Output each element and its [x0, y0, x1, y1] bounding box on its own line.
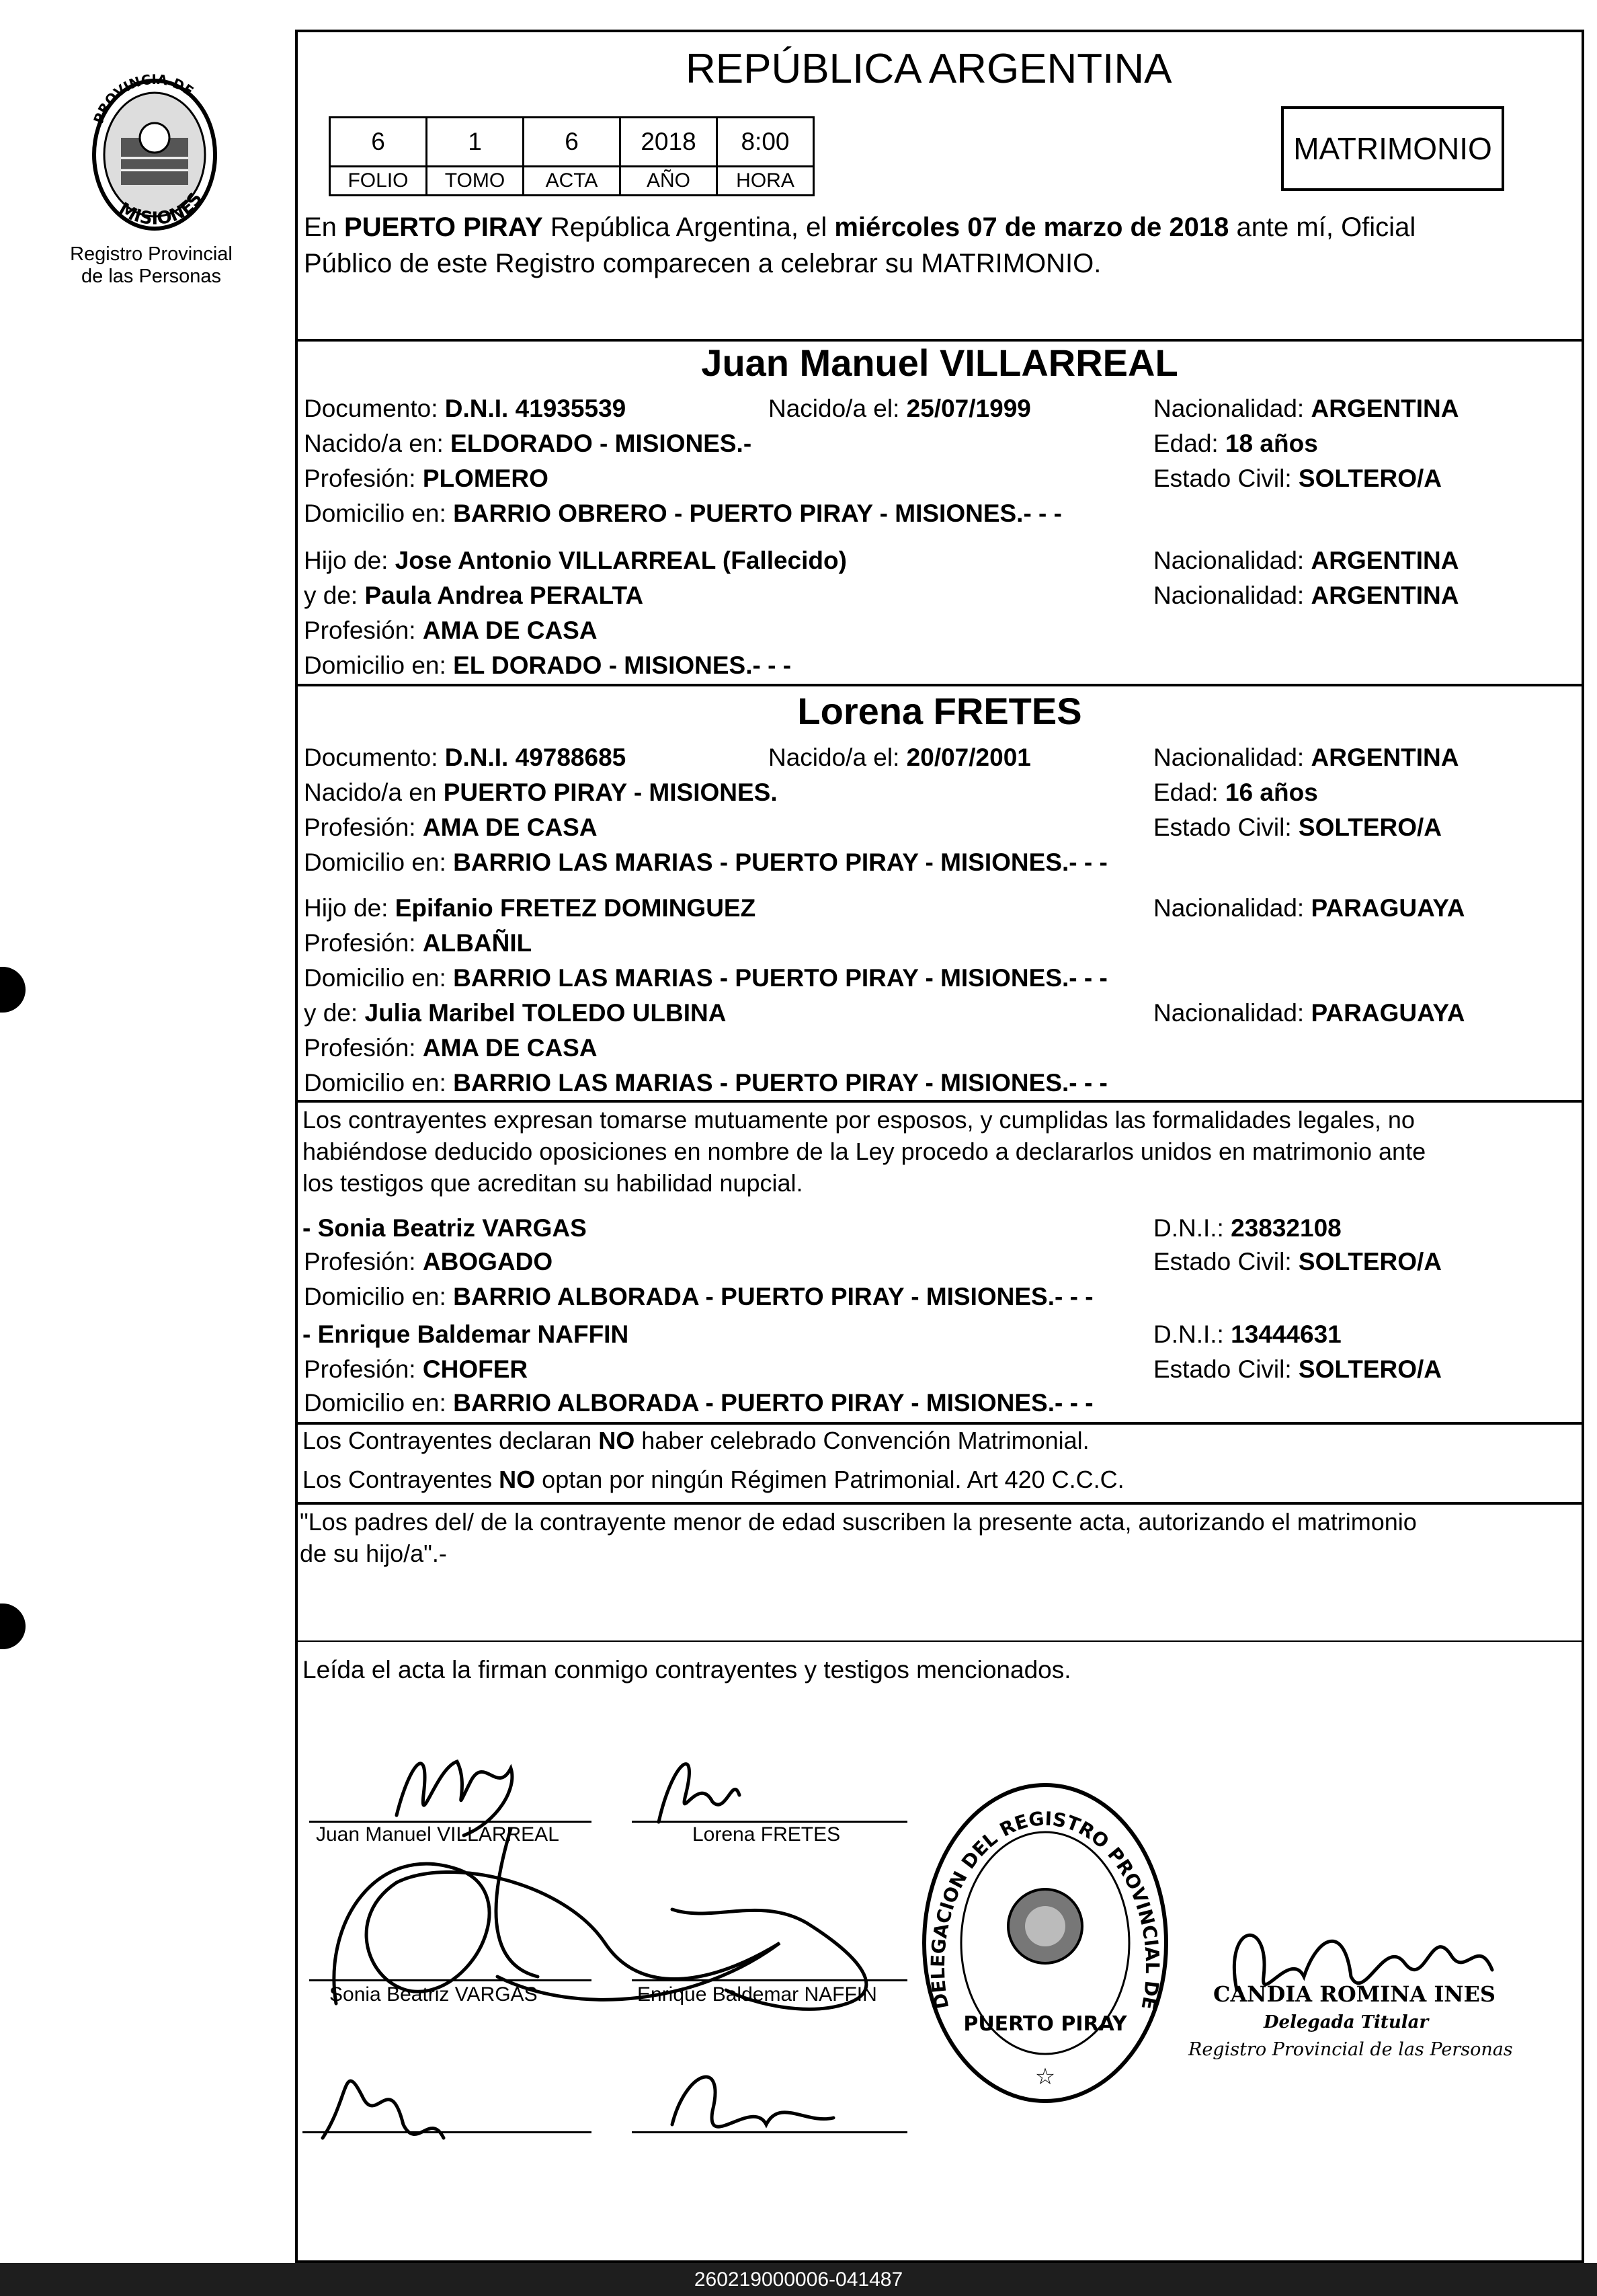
- intro-text: República Argentina, el: [542, 212, 835, 242]
- witness-1-dni: [1153, 1216, 1342, 1240]
- value: PLOMERO: [422, 465, 548, 492]
- witness-1-signature-label: Sonia Beatriz VARGAS: [329, 1983, 538, 2006]
- declaration-line-3: los testigos que acreditan su habilidad nupcial.: [302, 1169, 803, 1197]
- groom-parent-profession: [304, 618, 598, 643]
- bride-father-nationality: [1153, 896, 1465, 920]
- label: Nacionalidad:: [1153, 395, 1305, 422]
- label: Hijo de:: [304, 547, 388, 574]
- divider: [295, 1502, 1584, 1505]
- country-title: REPÚBLICA ARGENTINA: [686, 46, 1172, 92]
- witness-2-dni: [1153, 1322, 1342, 1347]
- label: Estado Civil:: [1153, 814, 1292, 841]
- value: 16 años: [1225, 779, 1318, 806]
- groom-address: [304, 501, 1062, 526]
- text-bold: NO: [598, 1427, 635, 1454]
- value: Paula Andrea PERALTA: [364, 582, 644, 609]
- bride-age: [1153, 780, 1318, 805]
- value: AMA DE CASA: [422, 617, 598, 644]
- value: PUERTO PIRAY - MISIONES.: [443, 779, 778, 806]
- value: ARGENTINA: [1311, 744, 1459, 771]
- groom-profession: [304, 466, 548, 491]
- bride-mother: [304, 1000, 726, 1025]
- groom-name: Juan Manuel VILLARREAL: [701, 342, 1178, 384]
- act-type-box: MATRIMONIO: [1281, 106, 1504, 191]
- value: PARAGUAYA: [1311, 999, 1465, 1027]
- official-seal: [911, 1775, 1180, 2111]
- hour-label: HORA: [717, 167, 814, 196]
- label: Nacionalidad:: [1153, 894, 1305, 922]
- bride-mother-profession: [304, 1035, 598, 1060]
- closing-statement: Leída el acta la firman conmigo contrayentes y testigos mencionados.: [302, 1656, 1071, 1684]
- province-logo: [74, 64, 235, 239]
- value: ARGENTINA: [1311, 395, 1459, 422]
- label: Domicilio en:: [304, 651, 446, 679]
- value: 18 años: [1225, 430, 1318, 457]
- divider: [295, 1100, 1584, 1103]
- folio-value: 6: [330, 118, 427, 167]
- acta-value: 6: [524, 118, 620, 167]
- witness-2-address: [304, 1390, 1094, 1415]
- label: Nacido/a en:: [304, 430, 444, 457]
- witness-1-civil-status: [1153, 1249, 1442, 1274]
- text-bold: NO: [499, 1466, 536, 1493]
- official-organization: Registro Provincial de las Personas: [1188, 2039, 1513, 2060]
- label: Nacido/a el:: [768, 395, 900, 422]
- label: Domicilio en:: [304, 1389, 446, 1417]
- logo-text-bottom: MISIONES: [115, 189, 207, 229]
- label: D.N.I.:: [1153, 1214, 1224, 1242]
- official-title: Delegada Titular: [1264, 2012, 1429, 2032]
- label: Edad:: [1153, 779, 1219, 806]
- official-name: CANDIA ROMINA INES: [1213, 1981, 1496, 2007]
- hour-value: 8:00: [717, 118, 814, 167]
- registry-name: [40, 243, 262, 288]
- label: Nacionalidad:: [1153, 582, 1305, 609]
- bride-name: Lorena FRETES: [797, 690, 1082, 732]
- intro-line-2: Público de este Registro comparecen a celebrar su MATRIMONIO.: [304, 249, 1102, 278]
- bride-nationality: [1153, 745, 1459, 770]
- text: Los Contrayentes declaran: [302, 1427, 599, 1454]
- witness-1-profession: [304, 1249, 552, 1274]
- label: Nacido/a el:: [768, 744, 900, 771]
- bride-father: [304, 896, 755, 920]
- witness-1-signature-icon: [334, 1829, 780, 2004]
- value: Epifanio FRETEZ DOMINGUEZ: [395, 894, 756, 922]
- value: ARGENTINA: [1311, 547, 1459, 574]
- value: 20/07/2001: [906, 744, 1031, 771]
- value: BARRIO LAS MARIAS - PUERTO PIRAY - MISIONES.- - -: [453, 964, 1108, 992]
- record-number-table: [329, 116, 815, 196]
- registry-line-1: Registro Provincial: [70, 243, 233, 265]
- value: AMA DE CASA: [422, 814, 598, 841]
- document-barcode-number: 260219000006-041487: [0, 2263, 1597, 2296]
- divider: [295, 1640, 1584, 1642]
- value: BARRIO ALBORADA - PUERTO PIRAY - MISIONES.- - -: [453, 1283, 1094, 1310]
- value: D.N.I. 41935539: [444, 395, 626, 422]
- seal-ring-text: DELEGACION DEL REGISTRO PROVINCIAL DE: [926, 1807, 1164, 2012]
- bride-signature-label: Lorena FRETES: [692, 1823, 841, 1846]
- label: Domicilio en:: [304, 1069, 446, 1097]
- label: Profesión:: [304, 814, 416, 841]
- declaration-line-1: Los contrayentes expresan tomarse mutuamente por esposos, y cumplidas las formalidades legales, no: [302, 1106, 1415, 1134]
- label: Nacionalidad:: [1153, 547, 1305, 574]
- witness-2-profession: [304, 1357, 528, 1382]
- bride-birthplace: [304, 780, 778, 805]
- label: Profesión:: [304, 465, 416, 492]
- value: AMA DE CASA: [422, 1034, 598, 1062]
- witness-2-signature-icon: [672, 1909, 866, 2009]
- label: Estado Civil:: [1153, 1355, 1292, 1383]
- label: Domicilio en:: [304, 500, 446, 527]
- value: ALBAÑIL: [422, 929, 532, 957]
- convention-line-2: [302, 1468, 1124, 1492]
- value: EL DORADO - MISIONES.- - -: [453, 651, 792, 679]
- groom-nationality: [1153, 396, 1459, 421]
- label: Nacido/a en: [304, 779, 437, 806]
- bride-doc: [304, 745, 626, 770]
- value: SOLTERO/A: [1298, 1248, 1442, 1275]
- label: D.N.I.:: [1153, 1320, 1224, 1348]
- logo-text-top: PROVINCIA DE: [90, 71, 197, 126]
- bride-mother-address: [304, 1070, 1108, 1095]
- bride-civil-status: [1153, 815, 1442, 840]
- witness-scrawl-icon: [672, 2077, 833, 2127]
- divider: [295, 684, 1584, 686]
- text: optan por ningún Régimen Patrimonial. Art 420 C.C.C.: [535, 1466, 1124, 1493]
- value: SOLTERO/A: [1298, 814, 1442, 841]
- label: Domicilio en:: [304, 848, 446, 876]
- label: Edad:: [1153, 430, 1219, 457]
- witness-2-civil-status: [1153, 1357, 1442, 1382]
- bride-father-profession: [304, 931, 532, 955]
- value: ELDORADO - MISIONES.-: [450, 430, 752, 457]
- label: Nacionalidad:: [1153, 999, 1305, 1027]
- value: BARRIO OBRERO - PUERTO PIRAY - MISIONES.- - -: [453, 500, 1062, 527]
- divider: [295, 1422, 1584, 1425]
- groom-mother-nationality: [1153, 583, 1459, 608]
- groom-parent-address: [304, 653, 791, 678]
- groom-born: [768, 396, 1031, 421]
- witness-2-signature-label: Enrique Baldemar NAFFIN: [637, 1983, 877, 2006]
- label: Estado Civil:: [1153, 1248, 1292, 1275]
- value: ARGENTINA: [1311, 582, 1459, 609]
- label: Profesión:: [304, 1034, 416, 1062]
- minor-clause-line-2: de su hijo/a".-: [300, 1540, 447, 1567]
- acta-label: ACTA: [524, 167, 620, 196]
- groom-father-nationality: [1153, 548, 1459, 573]
- value: BARRIO LAS MARIAS - PUERTO PIRAY - MISIONES.- - -: [453, 848, 1108, 876]
- label: Hijo de:: [304, 894, 388, 922]
- groom-father: [304, 548, 847, 573]
- label: Domicilio en:: [304, 1283, 446, 1310]
- value: D.N.I. 49788685: [444, 744, 626, 771]
- witness-1-name: - Sonia Beatriz VARGAS: [302, 1214, 587, 1242]
- groom-signature-icon: [397, 1761, 512, 1835]
- bride-profession: [304, 815, 598, 840]
- witness-2-name: - Enrique Baldemar NAFFIN: [302, 1320, 629, 1348]
- label: Documento:: [304, 395, 438, 422]
- label: y de:: [304, 582, 358, 609]
- punch-hole-icon: [0, 967, 26, 1013]
- registry-line-2: de las Personas: [81, 266, 221, 287]
- bride-born: [768, 745, 1031, 770]
- value: Jose Antonio VILLARREAL (Fallecido): [395, 547, 847, 574]
- label: Profesión:: [304, 1355, 416, 1383]
- value: BARRIO ALBORADA - PUERTO PIRAY - MISIONES.- - -: [453, 1389, 1094, 1417]
- groom-mother: [304, 583, 643, 608]
- intro-place: PUERTO PIRAY: [344, 212, 543, 242]
- year-value: 2018: [620, 118, 717, 167]
- tomo-label: TOMO: [427, 167, 524, 196]
- label: Nacionalidad:: [1153, 744, 1305, 771]
- intro-text: ante mí, Oficial: [1229, 212, 1416, 242]
- label: Estado Civil:: [1153, 465, 1292, 492]
- groom-signature-label: Juan Manuel VILLARREAL: [316, 1823, 559, 1846]
- value: ABOGADO: [422, 1248, 553, 1275]
- intro-date: miércoles 07 de marzo de 2018: [834, 212, 1229, 242]
- label: Profesión:: [304, 617, 416, 644]
- value: PARAGUAYA: [1311, 894, 1465, 922]
- year-label: AÑO: [620, 167, 717, 196]
- seal-center-text: PUERTO PIRAY: [963, 2012, 1127, 2036]
- bride-address: [304, 850, 1108, 875]
- groom-birthplace: [304, 431, 751, 456]
- declaration-line-2: habiéndose deducido oposiciones en nombre de la Ley procedo a declararlos unidos en matrimonio ante: [302, 1138, 1426, 1165]
- folio-label: FOLIO: [330, 167, 427, 196]
- intro-text: En: [304, 212, 345, 242]
- value: BARRIO LAS MARIAS - PUERTO PIRAY - MISIONES.- - -: [453, 1069, 1108, 1097]
- bride-mother-nationality: [1153, 1000, 1465, 1025]
- text: haber celebrado Convención Matrimonial.: [634, 1427, 1090, 1454]
- witness-1-address: [304, 1284, 1094, 1309]
- bride-father-address: [304, 965, 1108, 990]
- officer-extra-signature-icon: [323, 2081, 444, 2138]
- punch-hole-icon: [0, 1604, 26, 1649]
- text: Los Contrayentes: [302, 1466, 499, 1493]
- star-icon: ☆: [1034, 2064, 1056, 2090]
- value: 23832108: [1231, 1214, 1342, 1242]
- convention-line-1: [302, 1429, 1090, 1453]
- value: SOLTERO/A: [1298, 465, 1442, 492]
- value: SOLTERO/A: [1298, 1355, 1442, 1383]
- value: Julia Maribel TOLEDO ULBINA: [364, 999, 727, 1027]
- intro-line-1: [304, 214, 1416, 241]
- value: CHOFER: [422, 1355, 528, 1383]
- label: Profesión:: [304, 1248, 416, 1275]
- label: Profesión:: [304, 929, 416, 957]
- label: y de:: [304, 999, 358, 1027]
- value: 13444631: [1231, 1320, 1342, 1348]
- value: 25/07/1999: [906, 395, 1031, 422]
- groom-civil-status: [1153, 466, 1442, 491]
- label: Documento:: [304, 744, 438, 771]
- groom-doc: [304, 396, 626, 421]
- groom-age: [1153, 431, 1318, 456]
- tomo-value: 1: [427, 118, 524, 167]
- minor-clause-line-1: "Los padres del/ de la contrayente menor de edad suscriben la presente acta, autorizando el matrimonio: [300, 1508, 1417, 1536]
- handwritten-signatures: [296, 1721, 941, 2178]
- label: Domicilio en:: [304, 964, 446, 992]
- bride-signature-icon: [659, 1764, 739, 1822]
